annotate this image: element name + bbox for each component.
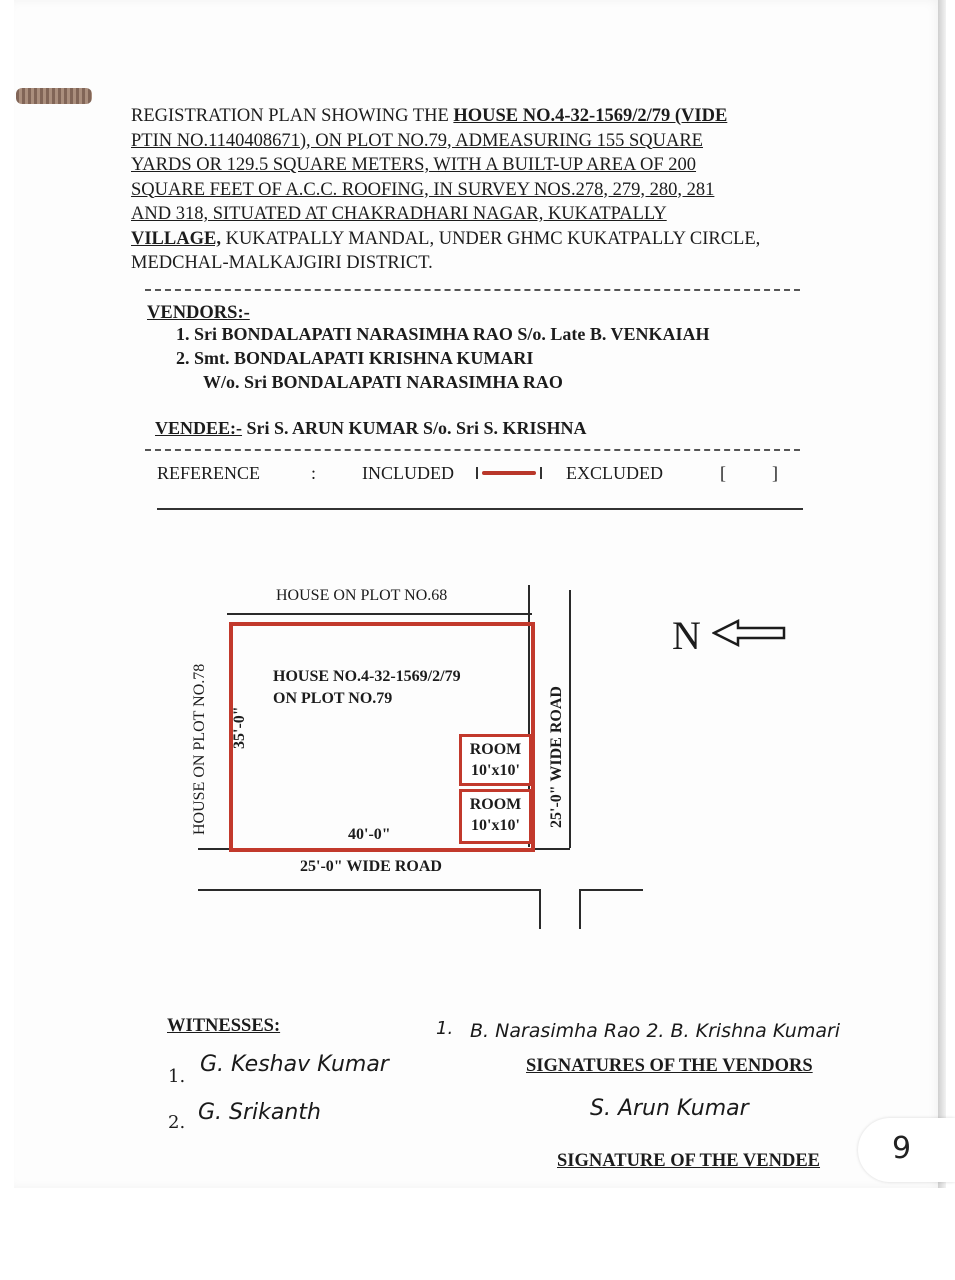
plot-number-label: ON PLOT NO.79 (273, 690, 393, 707)
witness-2-signature: G. Srikanth (198, 1100, 321, 1125)
vendor-2-relation: W/o. Sri BONDALAPATI NARASIMHA RAO (203, 372, 563, 392)
page-number-badge (858, 1118, 955, 1182)
title-line-2: PTIN NO.1140408671), ON PLOT NO.79, ADMEASURING 155 SQUARE (131, 130, 703, 151)
house-number-label: HOUSE NO.4-32-1569/2/79 (273, 668, 461, 685)
title-line-5: AND 318, SITUATED AT CHAKRADHARI NAGAR, KUKATPALLY (131, 204, 667, 224)
room-1-size: 10'x10' (471, 762, 520, 779)
vendor-1: 1. Sri BONDALAPATI NARASIMHA RAO S/o. Late B. VENKAIAH (176, 324, 710, 344)
excluded-label: EXCLUDED (566, 463, 663, 483)
road-bottom-edge (198, 889, 541, 891)
reference-label: REFERENCE (157, 463, 261, 483)
title-line-7: MEDCHAL-MALKAJGIRI DISTRICT. (131, 253, 433, 273)
excluded-bracket-open: [ (720, 463, 726, 483)
north-neighbour-label: HOUSE ON PLOT NO.68 (276, 587, 448, 604)
vendors-signature-caption: SIGNATURES OF THE VENDORS (526, 1056, 813, 1076)
south-road-label: 25'-0" WIDE ROAD (300, 858, 442, 875)
title-line-4: SQUARE FEET OF A.C.C. ROOFING, IN SURVEY NOS.278, 279, 280, 281 (131, 179, 715, 200)
north-arrow (672, 612, 701, 659)
vendee-signature-caption: SIGNATURE OF THE VENDEE (557, 1151, 821, 1171)
vendor-signatures: B. Narasimha Rao 2. B. Krishna Kumari (470, 1020, 841, 1042)
staple-mark (16, 88, 92, 104)
page-number: 9 (892, 1131, 912, 1166)
room-2-label: ROOM (469, 796, 522, 813)
road-junction-top (579, 889, 643, 891)
witnesses-heading: WITNESSES: (167, 1016, 281, 1036)
separator-solid (157, 508, 803, 510)
sheet-edge (938, 0, 946, 1188)
witness-2-number: 2. (168, 1112, 186, 1133)
vendee-name: Sri S. ARUN KUMAR S/o. Sri S. KRISHNA (242, 418, 587, 438)
room-2 (459, 789, 532, 844)
road-right-edge (569, 590, 571, 848)
dimension-vertical: 35'-0" (231, 706, 248, 749)
dimension-horizontal: 40'-0" (348, 826, 391, 843)
vendee-label: VENDEE:- (155, 418, 243, 438)
title-line-1b: HOUSE NO.4-32-1569/2/79 (VIDE (453, 106, 728, 126)
road-junction-left (539, 889, 541, 929)
background (0, 1188, 955, 1280)
north-letter: N (672, 613, 701, 658)
road-junction-right (579, 889, 581, 929)
title-line-3: YARDS OR 129.5 SQUARE METERS, WITH A BUILT-UP AREA OF 200 (131, 155, 697, 175)
witness-1-number: 1. (168, 1066, 186, 1087)
included-label: INCLUDED (362, 463, 454, 483)
excluded-bracket-close: ] (772, 463, 778, 483)
separator-dashed (145, 289, 800, 291)
reference-colon: : (311, 463, 317, 483)
room-2-size: 10'x10' (471, 817, 520, 834)
witness-1-signature: G. Keshav Kumar (200, 1052, 389, 1077)
plan-title (131, 104, 803, 276)
vendors-heading: VENDORS:- (147, 303, 250, 323)
east-road-label: 25'-0" WIDE ROAD (548, 686, 565, 828)
vendee-line (155, 418, 587, 439)
vendor-2: 2. Smt. BONDALAPATI KRISHNA KUMARI (176, 348, 534, 368)
north-boundary-line (227, 613, 532, 615)
included-legend-swatch (476, 467, 542, 479)
title-line-1a: REGISTRATION PLAN SHOWING THE (131, 106, 454, 126)
vendee-signature: S. Arun Kumar (590, 1096, 749, 1121)
separator-dashed-2 (145, 449, 800, 451)
title-line-6b: KUKATPALLY MANDAL, UNDER GHMC KUKATPALLY CIRCLE, (220, 228, 761, 249)
vendor-signature-mark: 1. (436, 1018, 454, 1039)
north-arrow-icon (712, 618, 786, 648)
title-line-6a: VILLAGE, (131, 228, 221, 249)
room-1 (459, 734, 532, 786)
west-neighbour-label: HOUSE ON PLOT NO.78 (191, 663, 208, 835)
room-1-label: ROOM (469, 741, 522, 758)
